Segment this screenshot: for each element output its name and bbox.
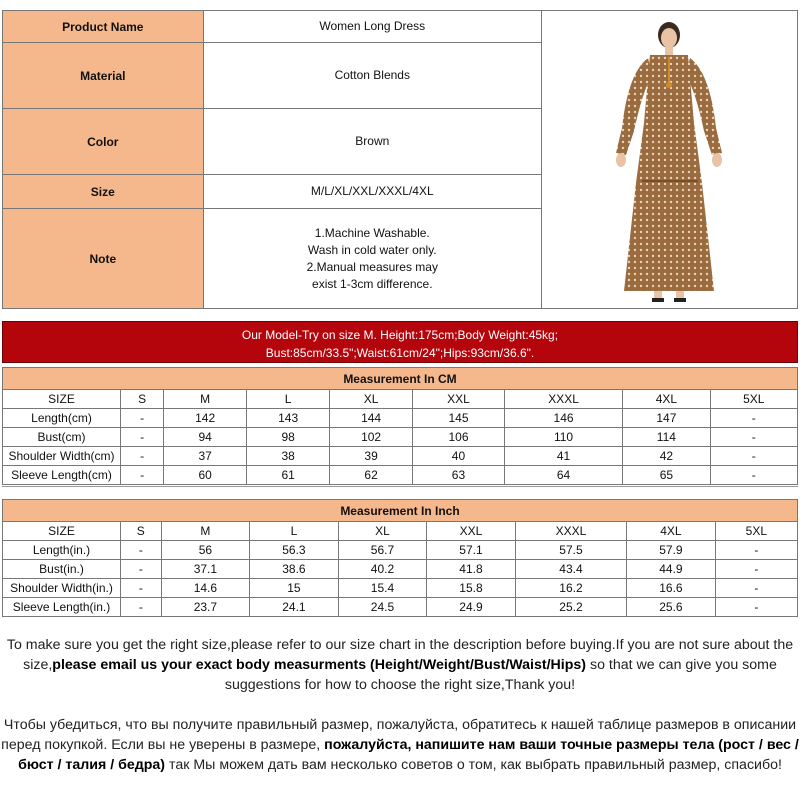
color-label: Color — [3, 109, 204, 175]
table-cell: 25.2 — [515, 598, 626, 617]
table-cell: 37.1 — [161, 560, 250, 579]
table-cell: 114 — [623, 428, 710, 447]
table-cell: - — [121, 541, 162, 560]
table-header-row — [3, 522, 798, 541]
table-cell: 37 — [164, 447, 247, 466]
table-cell: 60 — [164, 466, 247, 485]
table-cell: - — [715, 560, 797, 579]
note-line: 2.Manual measures may — [306, 259, 438, 274]
size-value: M/L/XL/XXL/XXXL/4XL — [203, 175, 541, 209]
table-cell: - — [121, 466, 164, 485]
english-note-text: To make sure you get the right size,please refer to our size chart in the description before buying.If you are not sure about the size, — [6, 637, 794, 673]
product-info-table — [2, 10, 798, 309]
table-cell: 64 — [504, 466, 622, 485]
product-photo — [541, 11, 797, 309]
header-cell: XL — [338, 522, 427, 541]
table-cell: 94 — [164, 428, 247, 447]
size-label: Size — [3, 175, 204, 209]
row-label: Bust(cm) — [3, 428, 121, 447]
table-cell: 98 — [247, 428, 330, 447]
product-name-label: Product Name — [3, 11, 204, 43]
header-cell: XL — [330, 390, 413, 409]
table-cell: - — [121, 409, 164, 428]
table-cell: - — [710, 409, 797, 428]
table-cell: 147 — [623, 409, 710, 428]
table-cell: 14.6 — [161, 579, 250, 598]
table-cell: 57.1 — [427, 541, 516, 560]
table-cell: - — [715, 541, 797, 560]
table-cell: - — [710, 428, 797, 447]
header-cell: L — [247, 390, 330, 409]
color-value: Brown — [203, 109, 541, 175]
table-cell: - — [715, 579, 797, 598]
russian-note-text-end: так Мы можем дать вам несколько советов о том, как выбрать правильный размер, спасибо! — [165, 757, 782, 773]
header-cell: SIZE — [3, 390, 121, 409]
header-cell: XXXL — [504, 390, 622, 409]
note-line: Wash in cold water only. — [307, 242, 437, 257]
row-label: Sleeve Length(cm) — [3, 466, 121, 485]
table-cell: 145 — [413, 409, 505, 428]
table-cell: 24.1 — [250, 598, 339, 617]
note-line: 1.Machine Washable. — [314, 225, 430, 240]
english-note-bold: please email us your exact body measurments (Height/Weight/Bust/Waist/Hips) — [52, 657, 587, 673]
english-size-note — [0, 635, 800, 695]
table-cell: 57.9 — [627, 541, 716, 560]
table-cell: 38 — [247, 447, 330, 466]
table-cell: 24.5 — [338, 598, 427, 617]
row-label: Sleeve Length(in.) — [3, 598, 121, 617]
table-cell: 16.6 — [627, 579, 716, 598]
table-divider — [2, 486, 798, 498]
table-row — [3, 598, 798, 617]
russian-note-text: Чтобы убедиться, что вы получите правильный размер, пожалуйста, обратитесь к нашей таблице размеров в описании перед покупкой. Если вы не уверены в размере, — [1, 717, 797, 753]
table-cell: - — [710, 466, 797, 485]
table-row — [3, 447, 798, 466]
header-cell: S — [121, 390, 164, 409]
table-cell: - — [121, 598, 162, 617]
russian-note-bold: пожалуйста, напишите нам ваши точные размеры тела (рост / вес / бюст / талия / бедра) — [18, 737, 799, 773]
table-header-row — [3, 390, 798, 409]
table-cell: 63 — [413, 466, 505, 485]
table-cell: 43.4 — [515, 560, 626, 579]
product-name-value: Women Long Dress — [203, 11, 541, 43]
table-cell: 41 — [504, 447, 622, 466]
table-cell: 65 — [623, 466, 710, 485]
note-line: exist 1-3cm difference. — [312, 276, 433, 291]
table-row — [3, 466, 798, 485]
table-cell: 142 — [164, 409, 247, 428]
row-label: Shoulder Width(in.) — [3, 579, 121, 598]
table-cell: 40.2 — [338, 560, 427, 579]
table-cell: 62 — [330, 466, 413, 485]
row-label: Length(in.) — [3, 541, 121, 560]
table-cell: 106 — [413, 428, 505, 447]
row-label: Bust(in.) — [3, 560, 121, 579]
model-info-banner — [2, 321, 798, 363]
model-info-line-1: Our Model-Try on size M. Height:175cm;Body Weight:45kg; — [241, 328, 559, 342]
table-cell: 15.4 — [338, 579, 427, 598]
header-cell: 4XL — [627, 522, 716, 541]
table-cell: 16.2 — [515, 579, 626, 598]
table-cell: - — [121, 579, 162, 598]
table-row — [3, 560, 798, 579]
table-cell: 56.3 — [250, 541, 339, 560]
row-label: Length(cm) — [3, 409, 121, 428]
table-cell: 146 — [504, 409, 622, 428]
header-cell: SIZE — [3, 522, 121, 541]
table-cell: 41.8 — [427, 560, 516, 579]
header-cell: M — [164, 390, 247, 409]
material-value: Cotton Blends — [203, 43, 541, 109]
table-cell: 15 — [250, 579, 339, 598]
table-cell: 44.9 — [627, 560, 716, 579]
table-cell: 42 — [623, 447, 710, 466]
measurement-cm-title: Measurement In CM — [3, 368, 798, 390]
table-row — [3, 541, 798, 560]
table-cell: - — [121, 428, 164, 447]
table-row — [3, 579, 798, 598]
table-cell: 56.7 — [338, 541, 427, 560]
header-cell: L — [250, 522, 339, 541]
note-value — [203, 209, 541, 309]
table-row — [3, 409, 798, 428]
header-cell: 5XL — [710, 390, 797, 409]
table-cell: 24.9 — [427, 598, 516, 617]
table-cell: 56 — [161, 541, 250, 560]
table-cell: 57.5 — [515, 541, 626, 560]
table-row — [3, 428, 798, 447]
table-cell: 102 — [330, 428, 413, 447]
table-cell: - — [121, 560, 162, 579]
english-note-text-end: so that we can give you some suggestions for how to choose the right size,Thank you! — [224, 657, 777, 693]
table-cell: - — [121, 447, 164, 466]
table-cell: 110 — [504, 428, 622, 447]
table-cell: - — [715, 598, 797, 617]
table-cell: 15.8 — [427, 579, 516, 598]
note-label: Note — [3, 209, 204, 309]
header-cell: 4XL — [623, 390, 710, 409]
russian-size-note — [0, 715, 800, 775]
table-cell: 40 — [413, 447, 505, 466]
measurement-cm-table — [2, 367, 798, 485]
header-cell: XXL — [427, 522, 516, 541]
header-cell: XXXL — [515, 522, 626, 541]
table-cell: 39 — [330, 447, 413, 466]
table-cell: 143 — [247, 409, 330, 428]
measurement-inch-table — [2, 499, 798, 617]
model-in-dress-photo-icon — [542, 13, 797, 307]
header-cell: XXL — [413, 390, 505, 409]
table-cell: - — [710, 447, 797, 466]
material-label: Material — [3, 43, 204, 109]
header-cell: M — [161, 522, 250, 541]
model-info-line-2: Bust:85cm/33.5";Waist:61cm/24";Hips:93cm/36.6". — [265, 346, 535, 360]
row-label: Shoulder Width(cm) — [3, 447, 121, 466]
table-cell: 38.6 — [250, 560, 339, 579]
measurement-inch-title: Measurement In Inch — [3, 500, 798, 522]
header-cell: 5XL — [715, 522, 797, 541]
header-cell: S — [121, 522, 162, 541]
table-cell: 23.7 — [161, 598, 250, 617]
table-cell: 144 — [330, 409, 413, 428]
table-cell: 25.6 — [627, 598, 716, 617]
table-cell: 61 — [247, 466, 330, 485]
